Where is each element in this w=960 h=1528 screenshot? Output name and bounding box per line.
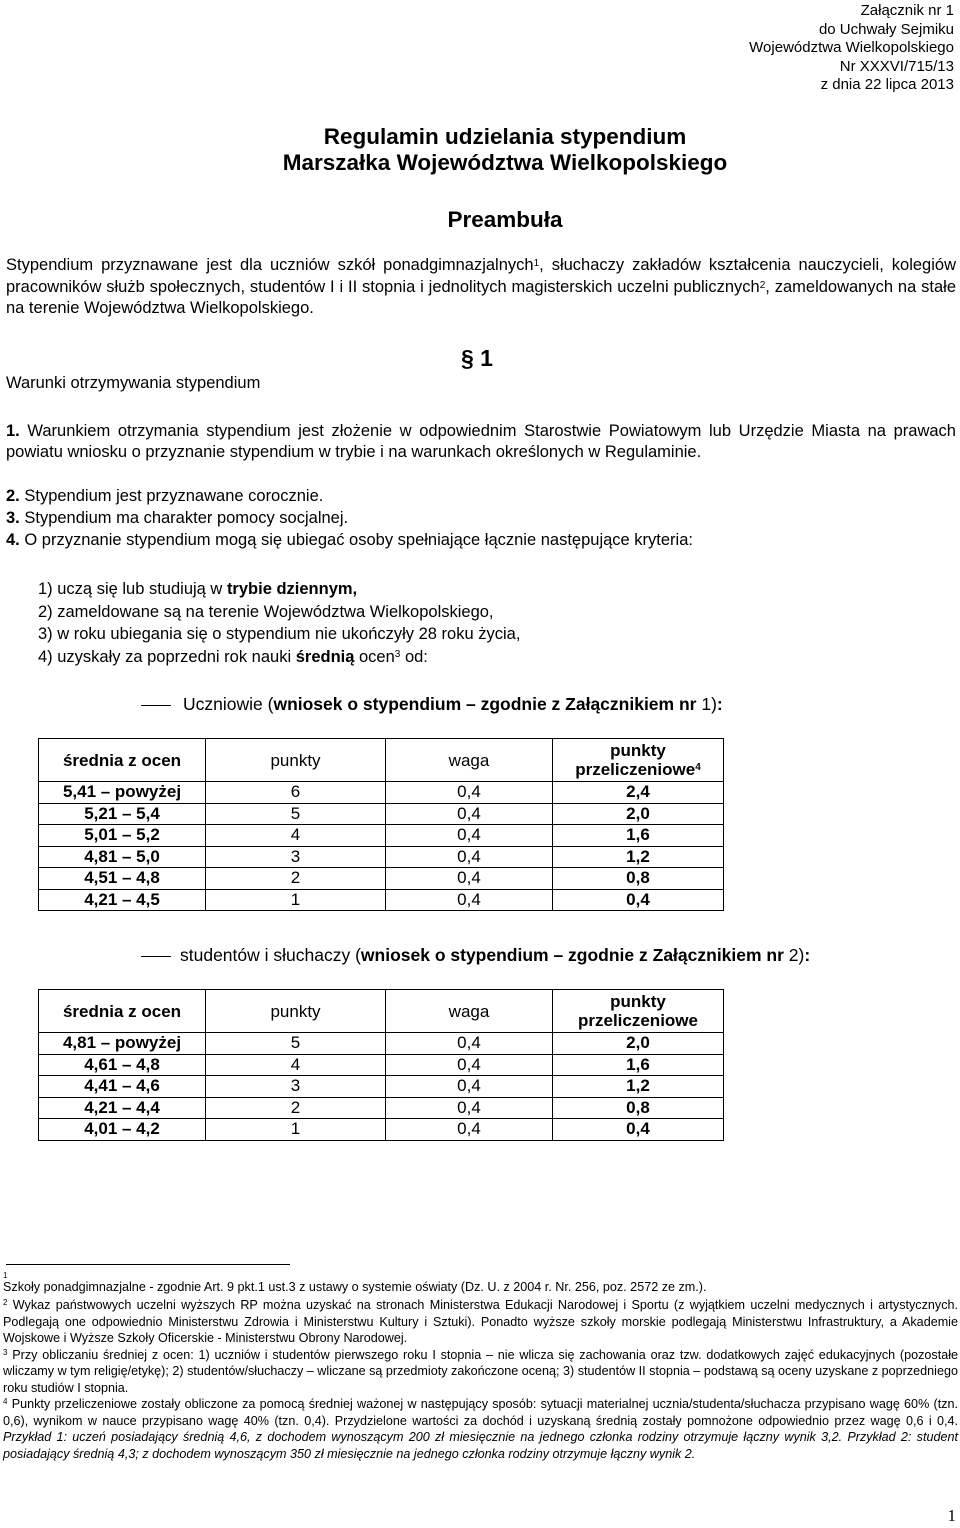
preamble-text-a: Stypendium przyznawane jest dla uczniów szkół ponadgimnazjalnych bbox=[6, 256, 534, 274]
col-header-weight: waga bbox=[386, 739, 553, 782]
col-header-converted-line1: punkty bbox=[610, 992, 666, 1011]
footnote-1-text: Szkoły ponadgimnazjalne - zgodnie Art. 9 pkt.1 ust.3 z ustawy o systemie oświaty (Dz. U. z 2004 r. Nr. 256, poz. 2572 ze zm.). bbox=[3, 1279, 707, 1294]
cell-average: 4,21 – 4,4 bbox=[39, 1097, 206, 1119]
section-symbol: § 1 bbox=[461, 345, 493, 371]
cell-converted: 0,4 bbox=[553, 1119, 724, 1141]
preamble-heading: Preambuła bbox=[447, 207, 563, 232]
paragraph-2-number: 2. bbox=[6, 487, 20, 505]
cell-converted: 0,4 bbox=[553, 889, 724, 911]
col-header-average: średnia z ocen bbox=[39, 739, 206, 782]
cell-weight: 0,4 bbox=[386, 1054, 553, 1076]
criterion-1-text: 1) uczą się lub studiują w bbox=[38, 580, 227, 598]
group-1-heading bbox=[183, 694, 723, 715]
table-students bbox=[38, 989, 724, 1141]
cell-converted: 1,6 bbox=[553, 1054, 724, 1076]
cell-points: 2 bbox=[206, 1097, 386, 1119]
group-2-pre: studentów i słuchaczy ( bbox=[180, 945, 361, 965]
header-line-attachment: Załącznik nr 1 bbox=[860, 2, 954, 19]
footnote-2-text: Wykaz państwowych uczelni wyższych RP można uzyskać na stronach Ministerstwa Edukacji Narodowej i Sportu (z wyjątkiem uczelni medycznych i artystycznych. Podlegają one odpowiednio Ministerstwu Zdrowia i Ministerstwu Kultury i Sztuki). Ponadto wyższe szkoły morskie podlegają Ministerstwu Infrastruktury, a Akademie Wojskowe i Wyższe Szkoły Oficerskie - Ministerstwu Obrony Narodowej. bbox=[3, 1298, 959, 1345]
cell-weight: 0,4 bbox=[386, 846, 553, 868]
title-line-2: Marszałka Województwa Wielkopolskiego bbox=[282, 150, 728, 175]
criteria-list bbox=[38, 578, 520, 668]
page-title bbox=[0, 124, 960, 176]
footnote-4-text: Punkty przeliczeniowe zostały obliczone za pomocą średniej ważonej w następujący sposób: sytuacji materialnej ucznia/studenta/słuchacza przypisano wagę 60% (tzn. 0,6), wynikom w nauce przypisano wagę 40% (tzn. 0,4). Przydzielone wartości za dochód i uzyskaną średnią zostały pomnożone odpowiednio przez wagę 0,6 i 0,4. bbox=[3, 1397, 958, 1428]
footnotes bbox=[3, 1270, 958, 1462]
paragraph-2-text: Stypendium jest przyznawane corocznie. bbox=[24, 487, 324, 505]
group-2-colon: : bbox=[804, 945, 811, 965]
cell-average: 5,01 – 5,2 bbox=[39, 825, 206, 847]
footnote-ref-1: 1 bbox=[533, 258, 540, 269]
table-pupils bbox=[38, 738, 724, 911]
group-2-bold: wniosek o stypendium – zgodnie z Załącznikiem nr bbox=[360, 945, 789, 965]
footnote-3-text: Przy obliczaniu średniej z ocen: 1) uczniów i studentów pierwszego roku I stopnia – nie wlicza się zachowania oraz tzw. dodatkowych zajęć edukacyjnych (pozostałe wliczamy w tym religię/etykę); 2) studentów/słuchaczy – wliczane są przedmioty zakończone oceną; 3) studentów II stopnia – podstawą są oceny uzyskane z poprzedniego roku studiów I stopnia. bbox=[3, 1347, 958, 1395]
header-line-voivodeship: Województwa Wielkopolskiego bbox=[749, 39, 954, 56]
table-row bbox=[39, 1119, 724, 1141]
table-row bbox=[39, 1076, 724, 1098]
footnote-4-example: Przykład 1: uczeń posiadający średnią 4,6, z dochodem wynoszącym 200 zł miesięcznie na jednego członka rodziny otrzymuje łączny wynik 3,2. Przykład 2: student posiadający średnią 4,3; z dochodem wynoszącym 350 zł miesięcznie na jednego członka rodziny otrzymuje łączny wynik 2. bbox=[3, 1430, 958, 1461]
group-1-close: ) bbox=[711, 694, 717, 714]
group-1-num: 1 bbox=[701, 694, 712, 714]
cell-average: 4,41 – 4,6 bbox=[39, 1076, 206, 1098]
cell-points: 3 bbox=[206, 1076, 386, 1098]
criterion-4-mid: ocen bbox=[354, 647, 395, 666]
criterion-4 bbox=[38, 646, 520, 669]
cell-weight: 0,4 bbox=[386, 1076, 553, 1098]
footnote-ref-2: 2 bbox=[759, 279, 766, 291]
paragraph-1 bbox=[6, 421, 956, 463]
cell-points: 5 bbox=[206, 1033, 386, 1055]
footnote-3-number: 3 bbox=[3, 1347, 8, 1357]
cell-weight: 0,4 bbox=[386, 1033, 553, 1055]
criterion-1 bbox=[38, 578, 520, 601]
footnote-2 bbox=[3, 1297, 958, 1347]
cell-average: 5,21 – 5,4 bbox=[39, 803, 206, 825]
cell-average: 4,21 – 4,5 bbox=[39, 889, 206, 911]
cell-points: 6 bbox=[206, 782, 386, 804]
cell-weight: 0,4 bbox=[386, 825, 553, 847]
cell-average: 4,81 – 5,0 bbox=[39, 846, 206, 868]
cell-points: 4 bbox=[206, 1054, 386, 1076]
cell-converted: 2,0 bbox=[553, 1033, 724, 1055]
cell-converted: 0,8 bbox=[553, 868, 724, 890]
paragraph-3 bbox=[6, 508, 348, 529]
col-header-converted bbox=[553, 990, 724, 1033]
col-header-converted-line2: przeliczeniowe bbox=[578, 1011, 698, 1030]
cell-average: 4,51 – 4,8 bbox=[39, 868, 206, 890]
group-2-num: 2 bbox=[788, 945, 799, 965]
cell-points: 1 bbox=[206, 1119, 386, 1141]
criterion-4-text: 4) uzyskały za poprzedni rok nauki bbox=[38, 647, 296, 666]
group-1-pre: Uczniowie ( bbox=[183, 694, 274, 714]
paragraph-1-text: Warunkiem otrzymania stypendium jest złożenie w odpowiednim Starostwie Powiatowym lub Urzędzie Miasta na prawach powiatu wniosku o przyznanie stypendium w trybie i na warunkach określonych w Regulaminie. bbox=[6, 422, 956, 461]
cell-converted: 1,2 bbox=[553, 846, 724, 868]
table-row bbox=[39, 803, 724, 825]
title-line-1: Regulamin udzielania stypendium bbox=[323, 124, 687, 149]
cell-points: 1 bbox=[206, 889, 386, 911]
paragraph-4-number: 4. bbox=[6, 531, 20, 549]
paragraph-3-number: 3. bbox=[6, 509, 20, 527]
document-header bbox=[749, 2, 954, 95]
col-header-points: punkty bbox=[206, 739, 386, 782]
group-2-heading bbox=[180, 945, 810, 966]
cell-weight: 0,4 bbox=[386, 1119, 553, 1141]
cell-converted: 2,0 bbox=[553, 803, 724, 825]
paragraph-2 bbox=[6, 486, 323, 507]
paragraph-4-text: O przyznanie stypendium mogą się ubiegać osoby spełniające łącznie następujące kryteria: bbox=[24, 531, 693, 549]
col-header-converted-line1: punkty bbox=[610, 741, 666, 760]
cell-points: 3 bbox=[206, 846, 386, 868]
paragraph-3-text: Stypendium ma charakter pomocy socjalnej. bbox=[24, 509, 349, 527]
cell-points: 2 bbox=[206, 868, 386, 890]
footnote-3 bbox=[3, 1347, 958, 1397]
footnote-4-number: 4 bbox=[3, 1397, 8, 1406]
group-2-close: ) bbox=[798, 945, 805, 965]
cell-weight: 0,4 bbox=[386, 782, 553, 804]
col-header-average: średnia z ocen bbox=[39, 990, 206, 1033]
footnote-ref-3: 3 bbox=[394, 648, 401, 660]
section-heading: Warunki otrzymywania stypendium bbox=[6, 374, 261, 392]
cell-weight: 0,4 bbox=[386, 1097, 553, 1119]
header-line-date: z dnia 22 lipca 2013 bbox=[820, 76, 954, 93]
cell-points: 4 bbox=[206, 825, 386, 847]
table-row bbox=[39, 1054, 724, 1076]
preamble-text-c: , zameldowanych na stałe na terenie Województwa Wielkopolskiego. bbox=[6, 277, 956, 317]
table-row bbox=[39, 782, 724, 804]
criterion-4-bold: średnią bbox=[295, 647, 355, 666]
criterion-4-end: od: bbox=[400, 647, 428, 666]
col-header-converted-line2: przeliczeniowe bbox=[575, 760, 696, 779]
cell-converted: 1,2 bbox=[553, 1076, 724, 1098]
header-line-resolution: do Uchwały Sejmiku bbox=[818, 20, 954, 38]
paragraph-4 bbox=[6, 530, 693, 551]
table-row bbox=[39, 868, 724, 890]
table-header-row bbox=[39, 990, 724, 1033]
criterion-3: 3) w roku ubiegania się o stypendium nie ukończyły 28 roku życia, bbox=[38, 625, 521, 643]
table-row bbox=[39, 889, 724, 911]
list-dash bbox=[141, 705, 171, 706]
group-1-bold: wniosek o stypendium – zgodnie z Załącznikiem nr bbox=[273, 694, 702, 714]
page-number: 1 bbox=[947, 1506, 956, 1525]
preamble-text-b: , słuchaczy zakładów kształcenia nauczycieli, kolegiów pracowników służb społecznych, studentów I i II stopnia i jednolitych magisterskich uczelni publicznych bbox=[6, 256, 956, 296]
group-1-colon: : bbox=[716, 694, 723, 714]
cell-average: 4,81 – powyżej bbox=[39, 1033, 206, 1055]
cell-average: 5,41 – powyżej bbox=[39, 782, 206, 804]
list-dash bbox=[141, 956, 171, 957]
col-header-converted bbox=[553, 739, 724, 782]
paragraph-1-number: 1. bbox=[6, 422, 20, 440]
preamble-text bbox=[6, 255, 956, 320]
footnote-1-number: 1 bbox=[3, 1271, 8, 1280]
footnote-2-number: 2 bbox=[3, 1298, 8, 1307]
cell-converted: 0,8 bbox=[553, 1097, 724, 1119]
cell-weight: 0,4 bbox=[386, 868, 553, 890]
footnote-ref-4: 4 bbox=[695, 762, 701, 773]
cell-weight: 0,4 bbox=[386, 889, 553, 911]
footnote-4 bbox=[3, 1396, 958, 1462]
table-row bbox=[39, 1097, 724, 1119]
criterion-1-bold: trybie dziennym, bbox=[226, 580, 358, 598]
cell-average: 4,61 – 4,8 bbox=[39, 1054, 206, 1076]
table-row bbox=[39, 846, 724, 868]
cell-average: 4,01 – 4,2 bbox=[39, 1119, 206, 1141]
criterion-2: 2) zameldowane są na terenie Województwa Wielkopolskiego, bbox=[38, 602, 494, 621]
header-line-number: Nr XXXVI/715/13 bbox=[839, 57, 954, 75]
footnote-separator bbox=[6, 1264, 290, 1265]
table-row bbox=[39, 825, 724, 847]
cell-weight: 0,4 bbox=[386, 803, 553, 825]
table-header-row bbox=[39, 739, 724, 782]
table-row bbox=[39, 1033, 724, 1055]
col-header-points: punkty bbox=[206, 990, 386, 1033]
col-header-weight: waga bbox=[386, 990, 553, 1033]
cell-converted: 2,4 bbox=[553, 782, 724, 804]
cell-points: 5 bbox=[206, 803, 386, 825]
cell-converted: 1,6 bbox=[553, 825, 724, 847]
